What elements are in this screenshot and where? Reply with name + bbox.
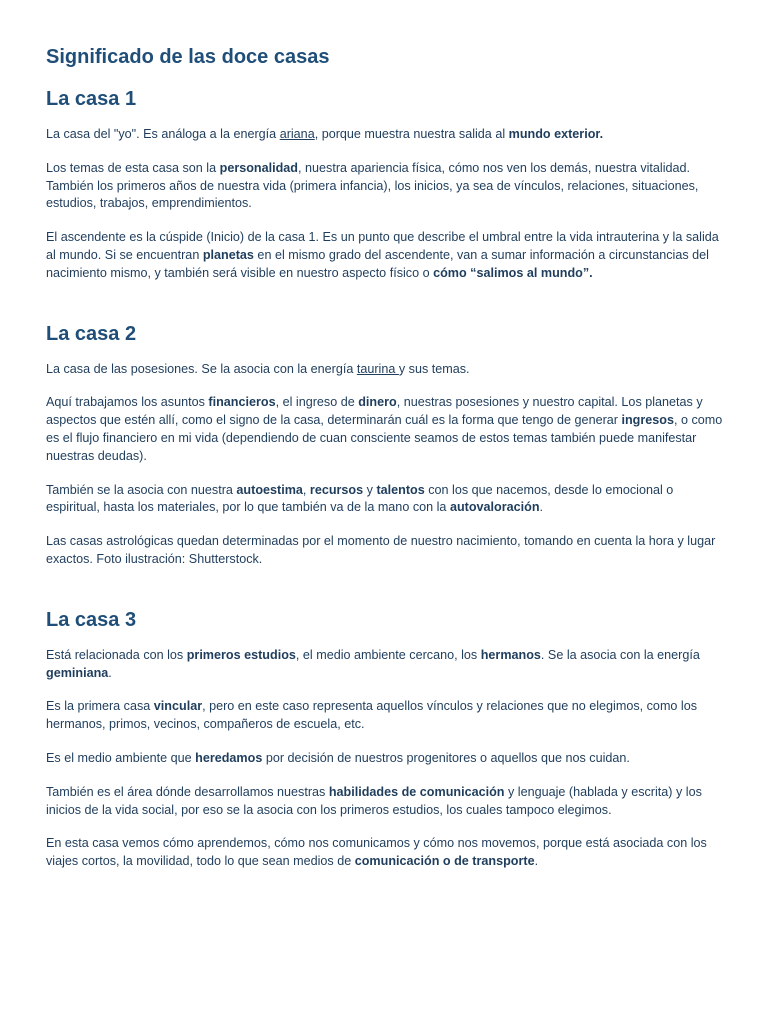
underlined-text: ariana <box>279 127 315 141</box>
bold-text: primeros estudios <box>186 647 296 662</box>
bold-text: heredamos <box>195 750 263 765</box>
underlined-text: taurina <box>356 361 399 376</box>
text-run: Es el medio ambiente que <box>46 750 196 765</box>
section-casa-3 <box>46 607 728 871</box>
section-casa-2 <box>46 321 728 569</box>
paragraph <box>46 361 728 379</box>
paragraph <box>46 533 728 569</box>
bold-text: dinero <box>358 395 397 410</box>
text-run: Las casas astrológicas quedan determinadas por el momento de nuestro nacimiento, tomando en cuenta la hora y lugar exactos. Foto ilustración: Shutterstock. <box>46 534 716 566</box>
bold-text: autoestima <box>236 482 303 497</box>
text-run: Es la primera casa <box>46 699 154 714</box>
section-heading: La casa 3 <box>46 608 137 631</box>
paragraph <box>46 835 728 871</box>
section-heading: La casa 2 <box>46 322 137 345</box>
text-run: , o como es el flujo financiero en mi vida (dependiendo de cuan consciente seamos de estos temas también puede manifestar nuestras deudas). <box>46 413 723 463</box>
text-run: . <box>539 500 544 515</box>
text-run: con los que nacemos, desde lo emocional o espiritual, hasta los materiales, por lo que también va de la mano con la <box>46 482 674 515</box>
paragraph <box>46 750 728 768</box>
text-run: y lenguaje (hablada y escrita) y los inicios de la vida social, por eso se la asocia con los primeros estudios, los cuales tampoco elegimos. <box>46 784 702 817</box>
text-run: También se la asocia con nuestra <box>46 482 237 497</box>
bold-text: recursos <box>309 482 364 497</box>
paragraph <box>46 698 728 734</box>
paragraph <box>46 784 728 820</box>
text-run: en el mismo grado del ascendente, van a sumar información a circunstancias del nacimiento mismo, y también será visible en nuestro aspecto físico o <box>46 247 709 280</box>
bold-text: ingresos <box>621 413 674 428</box>
paragraph <box>46 647 728 683</box>
bold-text: comunicación o de transporte <box>354 854 535 869</box>
section-heading: La casa 1 <box>46 88 137 110</box>
bold-text: vincular <box>153 699 203 714</box>
text-run: , el ingreso de <box>275 395 359 410</box>
bold-text: hermanos <box>480 647 541 662</box>
paragraph <box>46 394 728 465</box>
text-run: . <box>108 665 112 680</box>
text-run: , <box>302 482 310 497</box>
text-run: . <box>534 854 539 869</box>
bold-text: personalidad <box>219 160 299 175</box>
text-run: y <box>363 482 377 497</box>
text-run: También es el área dónde desarrollamos nuestras <box>46 784 329 799</box>
paragraph <box>46 482 728 518</box>
bold-text: autovaloración <box>449 500 540 515</box>
bold-text: financieros <box>208 395 276 410</box>
text-run: Los temas de esta casa son la <box>46 160 220 175</box>
text-run: Aquí trabajamos los asuntos <box>46 395 209 410</box>
section-casa-1 <box>46 86 728 283</box>
text-run: , nuestras posesiones y nuestro capital. Los planetas y aspectos que estén allí, como el signo de la casa, determinarán cuál es la forma que tengo de generar <box>46 395 703 428</box>
bold-text: planetas <box>202 247 254 262</box>
bold-text: mundo exterior. <box>508 127 604 141</box>
text-run: , porque muestra nuestra salida al <box>314 127 509 141</box>
text-run: . Se la asocia con la energía <box>540 647 700 662</box>
bold-text: geminiana <box>46 665 109 680</box>
paragraph <box>46 126 728 144</box>
text-run: y sus temas. <box>398 361 470 376</box>
paragraph <box>46 229 728 282</box>
text-run: , pero en este caso representa aquellos vínculos y relaciones que no elegimos, como los hermanos, primos, vecinos, compañeros de escuela, etc. <box>46 699 698 732</box>
bold-text: habilidades de comunicación <box>328 784 505 799</box>
bold-text: talentos <box>376 482 425 497</box>
text-run: La casa del "yo". Es análoga a la energía <box>46 127 280 141</box>
text-run: Está relacionada con los <box>46 647 187 662</box>
sections-container <box>46 86 728 871</box>
document-title: Significado de las doce casas <box>46 46 330 68</box>
text-run: En esta casa vemos cómo aprendemos, cómo nos comunicamos y cómo nos movemos, porque está asociada con los viajes cortos, la movilidad, todo lo que sean medios de <box>46 836 707 869</box>
paragraph <box>46 160 728 213</box>
bold-text: cómo “salimos al mundo”. <box>433 265 593 280</box>
text-run: por decisión de nuestros progenitores o aquellos que nos cuidan. <box>262 750 630 765</box>
text-run: , nuestra apariencia física, cómo nos ven los demás, nuestra vitalidad. También los primeros años de nuestra vida (primera infancia), los inicios, ya sea de vínculos, relaciones, situaciones, estudios, trabajos, emprendimientos. <box>46 160 699 211</box>
text-run: La casa de las posesiones. Se la asocia con la energía <box>46 361 357 376</box>
text-run: , el medio ambiente cercano, los <box>295 647 481 662</box>
text-run: El ascendente es la cúspide (Inicio) de la casa 1. Es un punto que describe el umbral entre la vida intrauterina y la salida al mundo. Si se encuentran <box>46 230 719 262</box>
